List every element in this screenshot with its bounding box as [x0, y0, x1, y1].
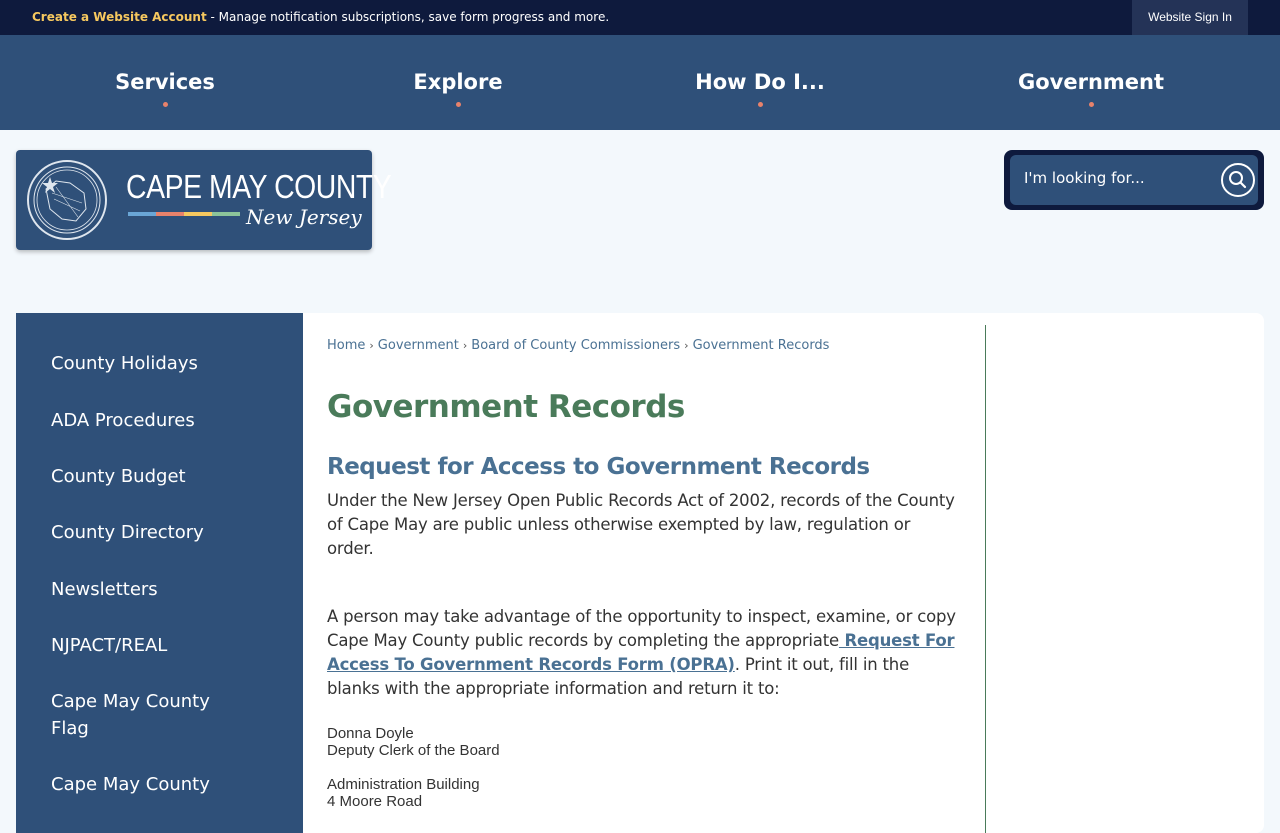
- contact-title: Deputy Clerk of the Board: [327, 742, 500, 759]
- nav-dot-icon: [456, 102, 461, 107]
- breadcrumb-home[interactable]: Home: [327, 338, 366, 353]
- instructions-text-end: . Print it out, fill in the blanks with the appropriate information and return it to:: [327, 655, 910, 698]
- breadcrumb: [327, 338, 829, 353]
- nav-dot-icon: [163, 102, 168, 107]
- search-inner: [1010, 155, 1258, 205]
- logo-title: CAPE MAY COUNTY: [126, 168, 392, 205]
- breadcrumb-separator-icon: ›: [462, 339, 468, 352]
- site-logo[interactable]: [16, 150, 392, 250]
- nav-dot-icon: [758, 102, 763, 107]
- content-card: [16, 313, 1264, 833]
- account-message-text: - Manage notification subscriptions, save form progress and more.: [206, 10, 610, 24]
- section-heading: Request for Access to Government Records: [327, 454, 870, 480]
- sidebar-item-county-flag[interactable]: Cape May County Flag: [51, 691, 210, 739]
- main-navigation: [0, 35, 1280, 130]
- search-input[interactable]: [1024, 169, 1204, 187]
- sidebar-item-ada-procedures[interactable]: ADA Procedures: [51, 410, 195, 431]
- logo-subtitle: New Jersey: [246, 205, 362, 229]
- page-title: Government Records: [327, 389, 685, 425]
- nav-label: Services: [115, 70, 215, 94]
- account-message: [32, 10, 609, 24]
- sign-in-button[interactable]: Website Sign In: [1132, 0, 1248, 35]
- instructions-paragraph: [327, 605, 957, 701]
- search-icon: [1223, 165, 1253, 195]
- county-seal-icon: [26, 159, 108, 241]
- logo-stripes: [128, 212, 240, 216]
- sidebar-item-newsletters[interactable]: Newsletters: [51, 579, 158, 600]
- nav-label: How Do I...: [695, 70, 825, 94]
- nav-label: Government: [1017, 70, 1165, 94]
- breadcrumb-separator-icon: ›: [369, 339, 374, 352]
- sidebar-item-county-directory[interactable]: County Directory: [51, 522, 204, 543]
- opra-form-link[interactable]: Request For Access To Government Records Form (OPRA): [327, 631, 955, 674]
- address-street: 4 Moore Road: [327, 793, 423, 810]
- breadcrumb-government-records[interactable]: Government Records: [692, 338, 830, 353]
- nav-label: Explore: [413, 70, 503, 94]
- sidebar: [16, 313, 303, 833]
- instructions-text: A person may take advantage of the opportunity to inspect, examine, or copy Cape May County public records by completing the appropriate: [327, 607, 956, 650]
- nav-dot-icon: [1089, 102, 1094, 107]
- top-bar: [0, 0, 1280, 35]
- content-divider: [985, 325, 986, 833]
- create-account-link[interactable]: Create a Website Account: [32, 10, 207, 24]
- sidebar-item-cape-may-county[interactable]: Cape May County: [51, 774, 210, 795]
- breadcrumb-government[interactable]: Government: [377, 338, 459, 353]
- contact-name: Donna Doyle: [327, 725, 414, 742]
- sidebar-item-njpact-real[interactable]: NJPACT/REAL: [51, 635, 168, 656]
- intro-paragraph: Under the New Jersey Open Public Records Act of 2002, records of the County of Cape May are public unless otherwise exempted by law, regulation or order.: [327, 491, 955, 558]
- sidebar-item-county-holidays[interactable]: County Holidays: [51, 353, 198, 374]
- search-button[interactable]: [1221, 163, 1255, 197]
- address-building: Administration Building: [327, 776, 480, 793]
- breadcrumb-board[interactable]: Board of County Commissioners: [471, 338, 681, 353]
- sidebar-item-county-budget[interactable]: County Budget: [51, 466, 186, 487]
- breadcrumb-separator-icon: ›: [684, 339, 689, 352]
- search-box: [1004, 150, 1264, 210]
